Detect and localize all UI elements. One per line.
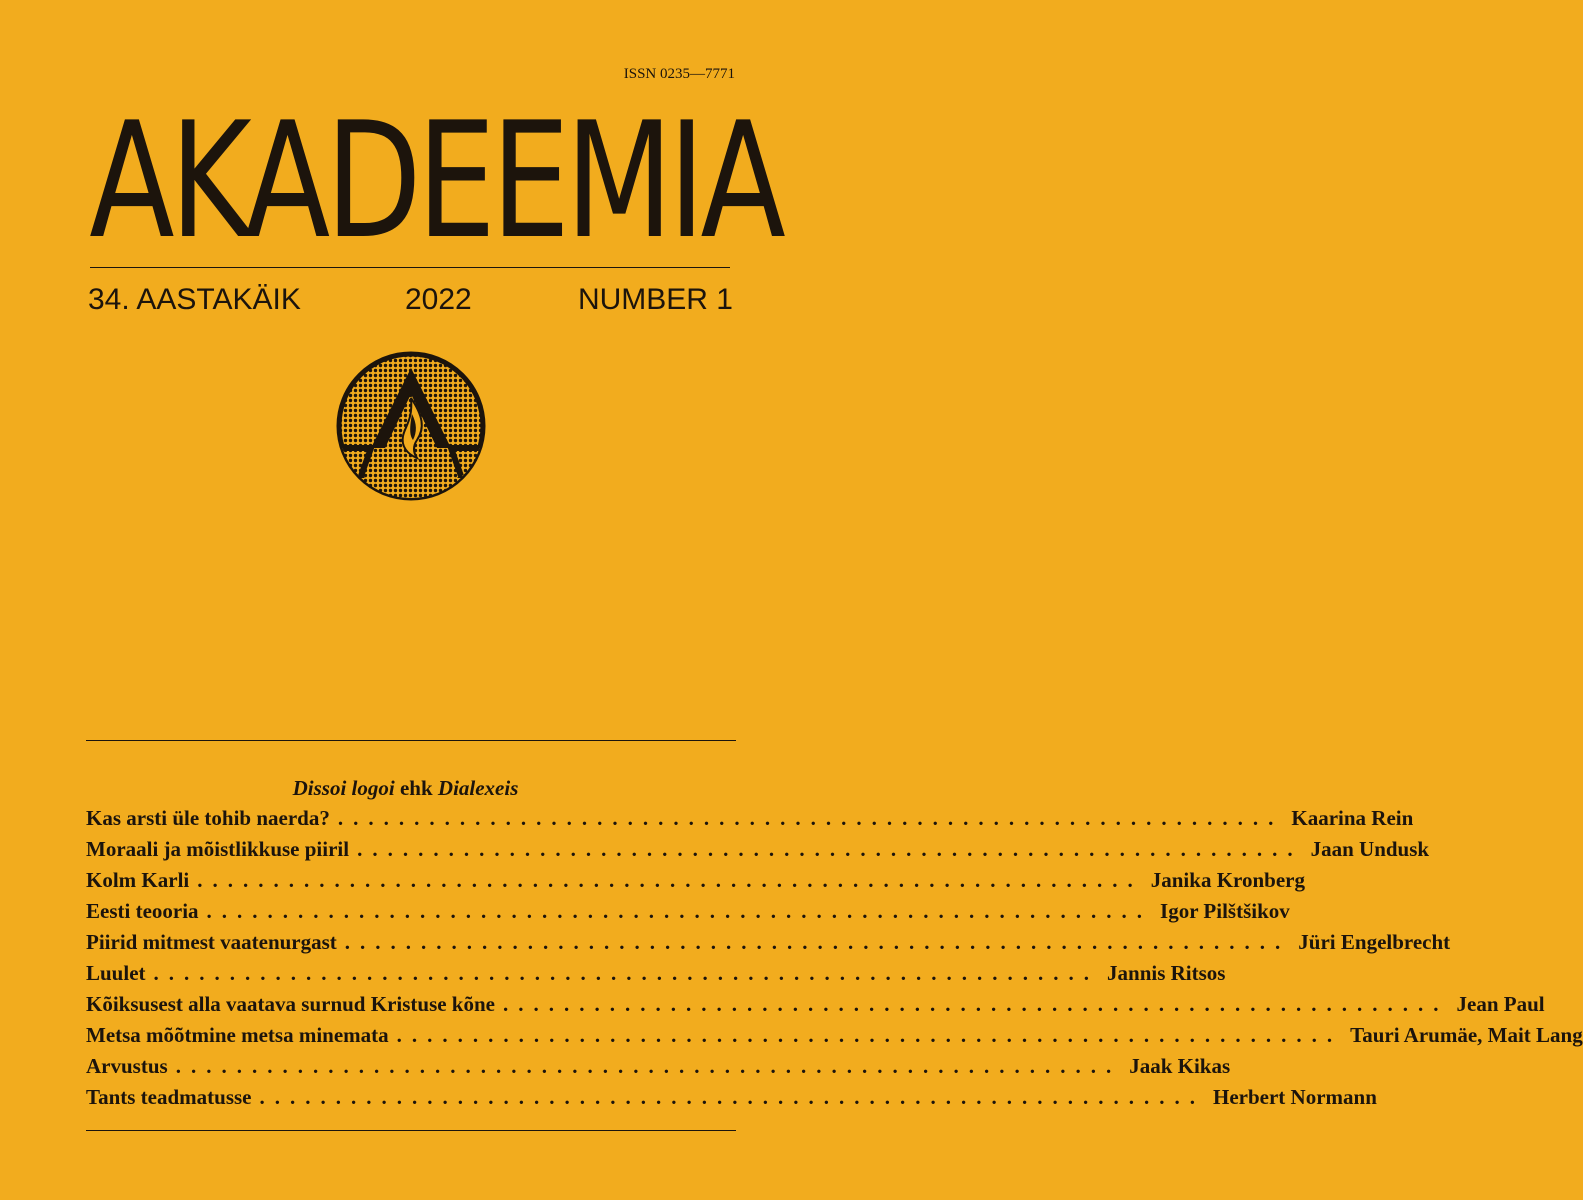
table-of-contents: [86, 806, 1583, 1116]
toc-leader: ..............................................................: [206, 899, 1153, 923]
journal-title: AKADEEMIA: [89, 87, 782, 274]
toc-title: Eesti teooria: [86, 899, 199, 923]
toc-title: Kas arsti üle tohib naerda?: [86, 806, 330, 830]
issn-text: ISSN 0235—7771: [623, 66, 735, 82]
toc-title: Piirid mitmest vaatenurgast: [86, 930, 337, 954]
toc-author: Herbert Normann: [1213, 1085, 1377, 1109]
toc-author: Jaak Kikas: [1129, 1054, 1231, 1078]
section-heading-part3: Dialexeis: [437, 776, 519, 800]
toc-row: [86, 837, 1430, 868]
toc-title: Moraali ja mõistlikkuse piiril: [86, 837, 350, 861]
section-heading-part2: ehk: [394, 776, 438, 800]
toc-leader: ..............................................................: [259, 1085, 1205, 1109]
toc-author: Jean Paul: [1456, 992, 1545, 1016]
toc-row: [86, 1085, 1377, 1116]
toc-author: Tauri Arumäe, Mait Lang: [1350, 1023, 1583, 1047]
toc-leader: ..............................................................: [153, 961, 1100, 985]
toc-leader: ..............................................................: [197, 868, 1143, 892]
toc-author: Jaan Undusk: [1310, 837, 1430, 861]
toc-author: Jannis Ritsos: [1107, 961, 1226, 985]
toc-row: [86, 961, 1226, 992]
title-rule: [90, 267, 730, 268]
toc-title: Metsa mõõtmine metsa minemata: [86, 1023, 389, 1047]
year-label: 2022: [405, 283, 472, 316]
toc-row: [86, 1054, 1231, 1085]
section-heading: [0, 776, 811, 801]
toc-leader: ..............................................................: [357, 837, 1303, 861]
divider-bottom: [86, 1130, 736, 1131]
toc-title: Arvustus: [86, 1054, 168, 1078]
toc-leader: ..............................................................: [503, 992, 1449, 1016]
toc-row: [86, 1023, 1583, 1054]
number-label: NUMBER 1: [577, 283, 733, 316]
volume-label: 34. AASTAKÄIK: [88, 283, 301, 316]
toc-author: Jüri Engelbrecht: [1298, 930, 1451, 954]
toc-title: Kolm Karli: [86, 868, 190, 892]
toc-leader: ..............................................................: [344, 930, 1291, 954]
toc-leader: ..............................................................: [396, 1023, 1343, 1047]
toc-leader: ..............................................................: [337, 806, 1284, 830]
toc-row: [86, 930, 1451, 961]
toc-row: [86, 992, 1545, 1023]
divider-top: [86, 740, 736, 741]
toc-author: Janika Kronberg: [1150, 868, 1305, 892]
toc-title: Kõiksusest alla vaatava surnud Kristuse kõne: [86, 992, 495, 1016]
toc-row: [86, 868, 1305, 899]
toc-author: Kaarina Rein: [1291, 806, 1414, 830]
toc-title: Tants teadmatusse: [86, 1085, 252, 1109]
toc-leader: ..............................................................: [175, 1054, 1122, 1078]
toc-title: Luulet: [86, 961, 146, 985]
toc-author: Igor Pilštšikov: [1160, 899, 1290, 923]
toc-row: [86, 806, 1414, 837]
section-heading-part1: Dissoi logoi: [292, 776, 395, 800]
academy-logo-icon: [333, 348, 489, 504]
toc-row: [86, 899, 1290, 930]
